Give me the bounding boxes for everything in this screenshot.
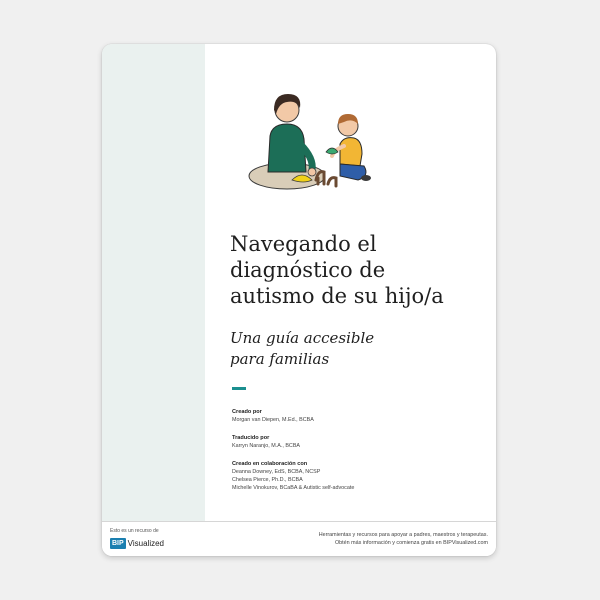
credit-name: Michelle Vinokurov, BCaBA & Autistic self-advocate	[232, 485, 355, 491]
credit-name: Deanna Downey, EdS, BCBA, NCSP	[232, 469, 321, 475]
credit-label: Traducido por	[232, 435, 270, 441]
footer-info-line: Herramientas y recursos para apoyar a padres, maestros y terapeutas.	[318, 532, 488, 538]
title-line: diagnóstico de	[230, 258, 386, 282]
footer-info-line: Obtén más información y comienza gratis en BIPVisualized.com	[334, 540, 488, 546]
credit-label: Creado por	[232, 409, 262, 415]
document-page	[102, 44, 496, 556]
page-footer	[102, 521, 496, 556]
accent-divider	[232, 387, 246, 390]
credit-name: Chelsea Pierce, Ph.D., BCBA	[232, 477, 303, 483]
footer-branding	[110, 528, 164, 549]
credit-created-by	[232, 408, 482, 424]
side-band	[102, 44, 205, 521]
credit-translated-by	[232, 434, 482, 450]
bip-visualized-logo[interactable]	[110, 538, 164, 549]
mother-child-playing-illustration	[232, 84, 382, 204]
credits-section	[232, 408, 482, 502]
credit-label: Creado en colaboración con	[232, 461, 308, 467]
credit-collaboration	[232, 460, 482, 492]
subtitle-line: Una guía accesible	[230, 329, 375, 347]
credit-name: Morgan van Diepen, M.Ed., BCBA	[232, 417, 314, 423]
document-subtitle	[230, 328, 470, 370]
logo-badge: BIP	[112, 540, 124, 547]
title-line: Navegando el	[230, 232, 377, 256]
credit-name: Karryn Naranjo, M.A., BCBA	[232, 443, 301, 449]
subtitle-line: para familias	[230, 350, 330, 368]
footer-resource-note: Esto es un recurso de	[110, 528, 159, 534]
footer-info	[319, 531, 488, 547]
document-title	[230, 231, 490, 309]
logo-text: Visualized	[127, 539, 164, 548]
title-line: autismo de su hijo/a	[230, 284, 444, 308]
